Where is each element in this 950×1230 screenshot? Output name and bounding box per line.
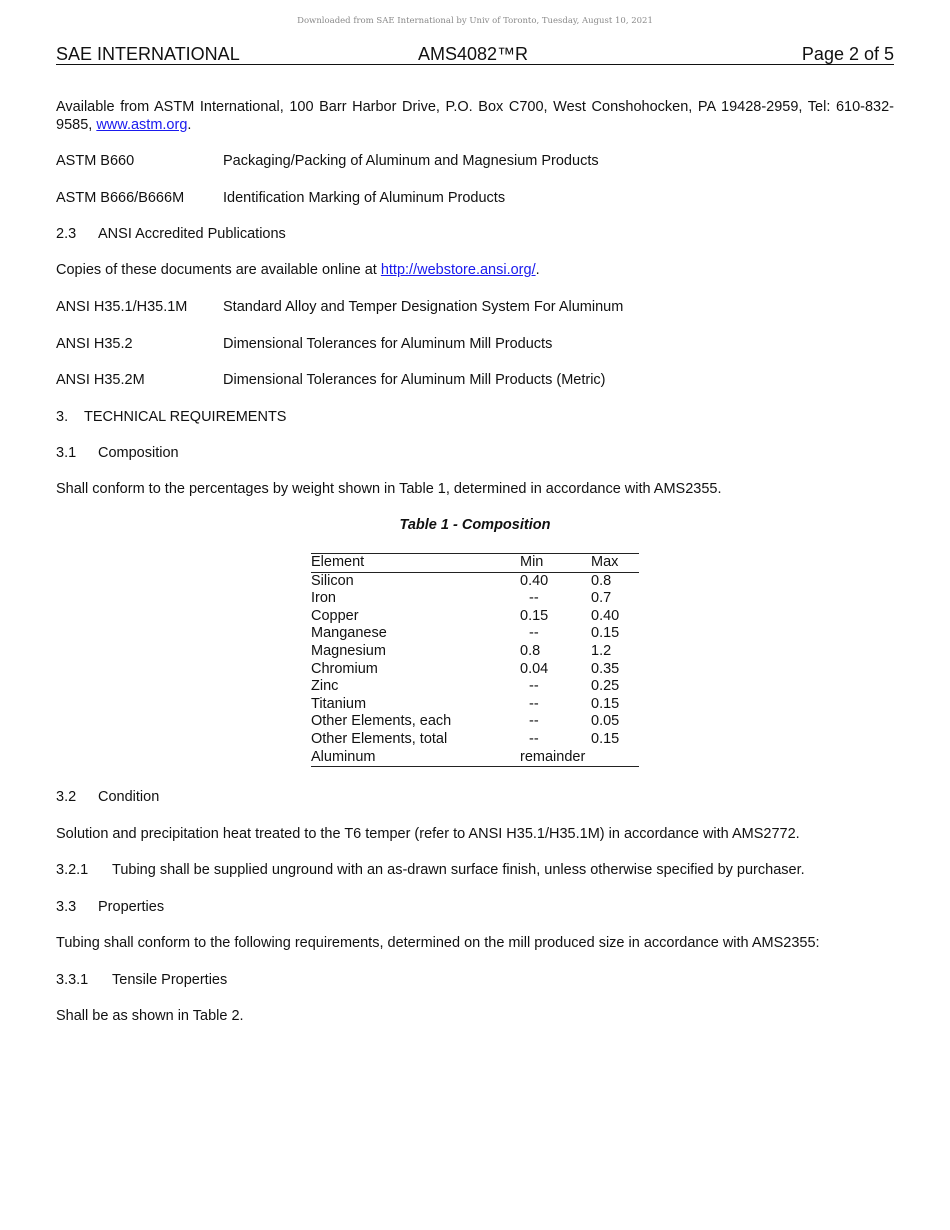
table-row <box>311 572 639 590</box>
cell-element: Manganese <box>311 625 387 642</box>
section-title: Properties <box>98 899 165 915</box>
cell-max: 0.25 <box>591 678 620 695</box>
cell-max: 0.05 <box>591 713 620 730</box>
table-row <box>311 608 639 626</box>
composition-paragraph: Shall conform to the percentages by weight shown in Table 1, determined in accordance with AMS2355. <box>56 481 722 497</box>
table-row <box>311 696 639 714</box>
section-title: Condition <box>98 789 160 805</box>
table-row <box>311 625 639 643</box>
table-row <box>311 661 639 679</box>
table-row <box>311 643 639 661</box>
cell-element: Iron <box>311 590 336 607</box>
cell-min: 0.15 <box>520 607 549 624</box>
cell-min: -- <box>529 625 539 642</box>
cell-element: Aluminum <box>311 749 520 767</box>
table-title: Table 1 - Composition <box>399 517 551 533</box>
table-row <box>311 731 639 749</box>
cell-element: Magnesium <box>311 642 386 659</box>
header-doc-id: AMS4082™R <box>418 44 529 64</box>
cell-min: remainder <box>520 749 591 767</box>
astm-website-link[interactable]: www.astm.org <box>96 117 188 133</box>
cell-max: 0.35 <box>591 660 620 677</box>
section-number: 3. <box>56 409 69 425</box>
cell-max <box>591 749 639 767</box>
section-title: Tensile Properties <box>112 972 228 988</box>
section-number: 3.2 <box>56 789 77 805</box>
cell-min: 0.8 <box>520 642 541 659</box>
cell-max: 0.7 <box>591 590 612 607</box>
astm-link-period: . <box>187 117 192 133</box>
cell-min: 0.04 <box>520 660 549 677</box>
cell-min: -- <box>529 590 539 607</box>
header-rule <box>56 64 894 65</box>
ref-title: Dimensional Tolerances for Aluminum Mill Products <box>223 336 553 352</box>
column-header-max: Max <box>591 554 639 573</box>
surface-finish-paragraph: Tubing shall be supplied unground with an as-drawn surface finish, unless otherwise specified by purchaser. <box>112 862 805 878</box>
table-header-row <box>311 554 639 573</box>
table-row <box>311 590 639 608</box>
section-number: 3.3.1 <box>56 972 89 988</box>
cell-element: Silicon <box>311 572 354 589</box>
cell-min: -- <box>529 713 539 730</box>
download-notice: Downloaded from SAE International by Univ of Toronto, Tuesday, August 10, 2021 <box>297 16 653 26</box>
header-org: SAE INTERNATIONAL <box>56 44 240 64</box>
table-row <box>311 713 639 731</box>
properties-paragraph: Tubing shall conform to the following requirements, determined on the mill produced size in accordance with AMS2355: <box>56 935 820 951</box>
section-number: 3.2.1 <box>56 862 89 878</box>
tensile-paragraph: Shall be as shown in Table 2. <box>56 1008 244 1024</box>
section-title: ANSI Accredited Publications <box>98 226 286 242</box>
cell-max: 1.2 <box>591 642 612 659</box>
cell-element: Chromium <box>311 660 378 677</box>
section-number: 3.1 <box>56 445 77 461</box>
section-title: TECHNICAL REQUIREMENTS <box>84 409 287 425</box>
ansi-webstore-link[interactable]: http://webstore.ansi.org/ <box>380 262 536 278</box>
condition-paragraph: Solution and precipitation heat treated to the T6 temper (refer to ANSI H35.1/H35.1M) in accordance with AMS2772. <box>56 826 800 842</box>
ref-code: ASTM B666/B666M <box>56 190 185 206</box>
ansi-copies-paragraph <box>56 261 540 279</box>
ref-code: ANSI H35.2M <box>56 372 145 388</box>
ref-title: Standard Alloy and Temper Designation System For Aluminum <box>223 299 624 315</box>
ref-title: Identification Marking of Aluminum Products <box>223 190 506 206</box>
cell-element: Copper <box>311 607 359 624</box>
header-page-number: Page 2 of 5 <box>801 44 894 64</box>
cell-element: Other Elements, total <box>311 730 448 747</box>
ref-code: ANSI H35.1/H35.1M <box>56 299 188 315</box>
section-number: 3.3 <box>56 899 77 915</box>
table-row <box>311 749 639 767</box>
ansi-copies-text: Copies of these documents are available online at <box>56 262 381 278</box>
cell-min: -- <box>529 695 539 712</box>
table-row <box>311 678 639 696</box>
section-title: Composition <box>98 445 179 461</box>
ref-code: ASTM B660 <box>56 153 135 169</box>
cell-min: -- <box>529 678 539 695</box>
column-header-min: Min <box>520 554 591 573</box>
ansi-link-period: . <box>535 262 540 278</box>
astm-availability-paragraph <box>56 98 894 134</box>
cell-min: 0.40 <box>520 572 549 589</box>
cell-max: 0.15 <box>591 695 620 712</box>
composition-table <box>311 553 639 767</box>
section-number: 2.3 <box>56 226 77 242</box>
astm-availability-text: Available from ASTM International, 100 Barr Harbor Drive, P.O. Box C700, West Conshohocken, PA 19428-2959, Tel: 610-832-9585, <box>56 99 894 133</box>
ref-title: Dimensional Tolerances for Aluminum Mill Products (Metric) <box>223 372 606 388</box>
cell-element: Other Elements, each <box>311 713 452 730</box>
cell-max: 0.15 <box>591 625 620 642</box>
column-header-element: Element <box>311 554 520 573</box>
cell-max: 0.40 <box>591 607 620 624</box>
cell-min: -- <box>529 730 539 747</box>
ref-title: Packaging/Packing of Aluminum and Magnesium Products <box>223 153 599 169</box>
cell-element: Zinc <box>311 678 339 695</box>
cell-max: 0.8 <box>591 572 612 589</box>
cell-max: 0.15 <box>591 730 620 747</box>
ref-code: ANSI H35.2 <box>56 336 133 352</box>
cell-element: Titanium <box>311 695 367 712</box>
